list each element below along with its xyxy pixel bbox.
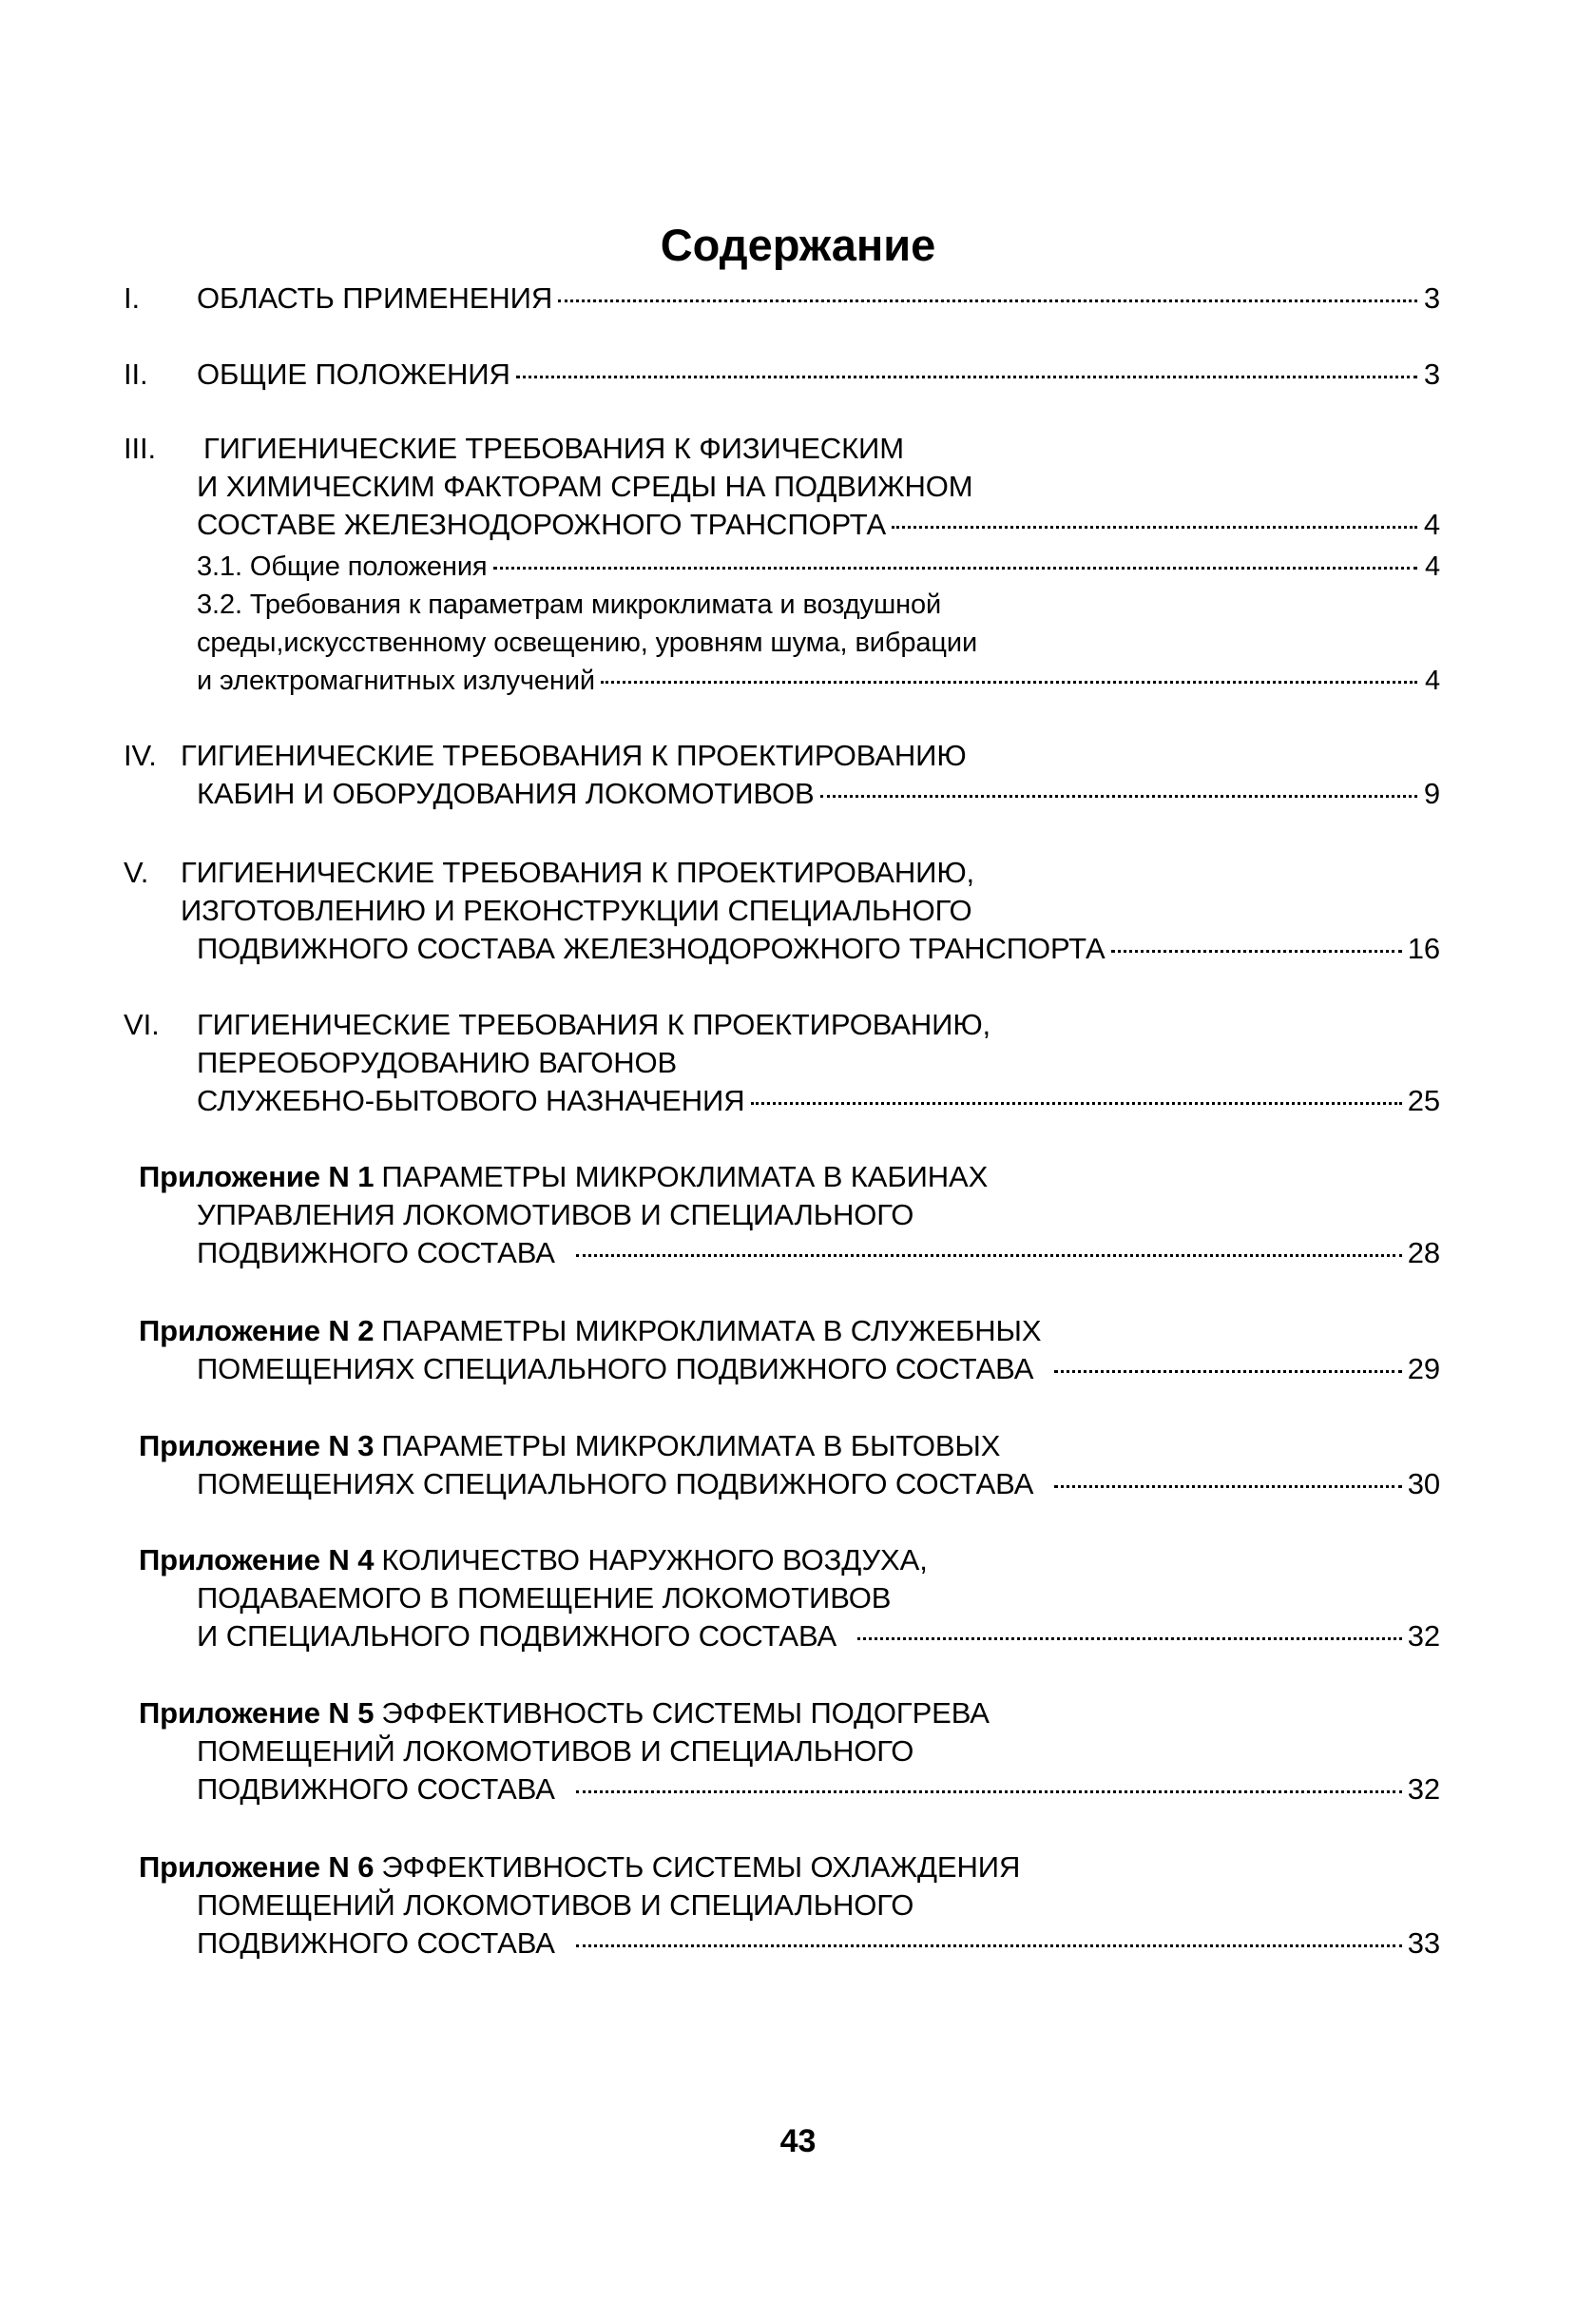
subsection-title: 3.2. Требования к параметрам микроклимата и воздушной bbox=[197, 590, 942, 620]
appendix-title-cont: ПОДВИЖНОГО СОСТАВА bbox=[197, 1926, 555, 1960]
leader-dots bbox=[493, 567, 1417, 570]
page-ref: 16 bbox=[1407, 932, 1440, 965]
section-title: ГИГИЕНИЧЕСКИЕ ТРЕБОВАНИЯ К ПРОЕКТИРОВАНИЮ bbox=[181, 739, 967, 772]
page-title: Содержание bbox=[660, 220, 936, 270]
leader-dots bbox=[820, 795, 1417, 798]
page-ref: 9 bbox=[1423, 777, 1440, 810]
page-ref: 33 bbox=[1407, 1926, 1440, 1960]
toc-subentry-3-1[interactable] bbox=[197, 548, 1440, 586]
toc-entry-6-cont bbox=[197, 1044, 677, 1082]
toc-entry-5[interactable] bbox=[124, 854, 974, 892]
toc-appendix-5-cont bbox=[197, 1732, 913, 1770]
toc-appendix-2[interactable] bbox=[139, 1312, 1041, 1350]
toc-entry-3[interactable] bbox=[124, 430, 904, 468]
appendix-title: ЭФФЕКТИВНОСТЬ СИСТЕМЫ ПОДОГРЕВА bbox=[381, 1696, 990, 1730]
toc-entry-4-cont[interactable] bbox=[197, 775, 1440, 813]
leader-dots bbox=[1054, 1370, 1401, 1373]
toc-appendix-4-cont bbox=[197, 1579, 891, 1617]
toc-appendix-4[interactable] bbox=[139, 1541, 928, 1579]
page-ref: 29 bbox=[1407, 1352, 1440, 1385]
toc-entry-3-cont bbox=[197, 468, 973, 506]
appendix-label: Приложение N 4 bbox=[139, 1543, 375, 1576]
appendix-title-cont: ПОДВИЖНОГО СОСТАВА bbox=[197, 1772, 555, 1806]
appendix-title: ПАРАМЕТРЫ МИКРОКЛИМАТА В БЫТОВЫХ bbox=[381, 1429, 1001, 1462]
page-ref: 4 bbox=[1423, 508, 1440, 541]
toc-appendix-6[interactable] bbox=[139, 1848, 1020, 1886]
leader-dots bbox=[892, 526, 1417, 529]
page-ref: 4 bbox=[1424, 551, 1440, 582]
section-title-cont: ПОДВИЖНОГО СОСТАВА ЖЕЛЕЗНОДОРОЖНОГО ТРАНСПОРТА bbox=[197, 932, 1106, 965]
appendix-title-cont: И СПЕЦИАЛЬНОГО ПОДВИЖНОГО СОСТАВА bbox=[197, 1619, 837, 1653]
section-title: ГИГИЕНИЧЕСКИЕ ТРЕБОВАНИЯ К ПРОЕКТИРОВАНИЮ, bbox=[197, 1008, 991, 1041]
section-number: III. bbox=[124, 432, 157, 465]
section-title-cont: ИЗГОТОВЛЕНИЮ И РЕКОНСТРУКЦИИ СПЕЦИАЛЬНОГО bbox=[181, 894, 972, 927]
toc-entry-6[interactable] bbox=[124, 1006, 990, 1044]
toc-appendix-3[interactable] bbox=[139, 1427, 1000, 1465]
toc-entry-2[interactable] bbox=[124, 356, 1440, 394]
appendix-title-cont: ПОМЕЩЕНИЯХ СПЕЦИАЛЬНОГО ПОДВИЖНОГО СОСТАВА bbox=[197, 1352, 1034, 1385]
section-title-cont: И ХИМИЧЕСКИМ ФАКТОРАМ СРЕДЫ НА ПОДВИЖНОМ bbox=[197, 470, 973, 503]
section-title-cont: ПЕРЕОБОРУДОВАНИЮ ВАГОНОВ bbox=[197, 1046, 678, 1079]
appendix-title: КОЛИЧЕСТВО НАРУЖНОГО ВОЗДУХА, bbox=[381, 1543, 928, 1576]
appendix-label: Приложение N 2 bbox=[139, 1314, 375, 1347]
toc-entry-4[interactable] bbox=[124, 737, 967, 775]
appendix-label: Приложение N 5 bbox=[139, 1696, 375, 1730]
leader-dots bbox=[857, 1637, 1402, 1640]
leader-dots bbox=[576, 1790, 1402, 1793]
appendix-title-cont: ПОДВИЖНОГО СОСТАВА bbox=[197, 1236, 555, 1269]
appendix-title: ПАРАМЕТРЫ МИКРОКЛИМАТА В КАБИНАХ bbox=[381, 1160, 989, 1193]
appendix-label: Приложение N 6 bbox=[139, 1850, 375, 1884]
appendix-title-cont: УПРАВЛЕНИЯ ЛОКОМОТИВОВ И СПЕЦИАЛЬНОГО bbox=[197, 1198, 914, 1231]
section-title-cont: СОСТАВЕ ЖЕЛЕЗНОДОРОЖНОГО ТРАНСПОРТА bbox=[197, 508, 887, 541]
toc-subentry-3-2-cont[interactable] bbox=[197, 662, 1440, 700]
leader-dots bbox=[558, 300, 1417, 302]
section-number: II. bbox=[124, 358, 148, 391]
section-title: ГИГИЕНИЧЕСКИЕ ТРЕБОВАНИЯ К ПРОЕКТИРОВАНИЮ, bbox=[181, 856, 975, 889]
leader-dots bbox=[516, 376, 1417, 378]
page-ref: 3 bbox=[1423, 358, 1440, 391]
page-ref: 4 bbox=[1424, 666, 1440, 696]
toc-appendix-5[interactable] bbox=[139, 1694, 990, 1732]
appendix-title: ПАРАМЕТРЫ МИКРОКЛИМАТА В СЛУЖЕБНЫХ bbox=[381, 1314, 1042, 1347]
page-ref: 3 bbox=[1423, 281, 1440, 315]
appendix-title-cont: ПОМЕЩЕНИЙ ЛОКОМОТИВОВ И СПЕЦИАЛЬНОГО bbox=[197, 1734, 914, 1768]
section-number: VI. bbox=[124, 1008, 160, 1041]
section-number: V. bbox=[124, 856, 149, 889]
toc-subentry-3-2-cont bbox=[197, 624, 977, 662]
appendix-title-cont: ПОМЕЩЕНИЯХ СПЕЦИАЛЬНОГО ПОДВИЖНОГО СОСТАВА bbox=[197, 1467, 1034, 1500]
toc-entry-6-cont[interactable] bbox=[197, 1082, 1440, 1120]
toc-entry-3-cont[interactable] bbox=[197, 506, 1440, 544]
toc-entry-1[interactable] bbox=[124, 280, 1440, 318]
toc-appendix-1-cont bbox=[197, 1196, 913, 1234]
toc-entry-5-cont[interactable] bbox=[197, 930, 1440, 968]
toc-appendix-6-cont bbox=[197, 1886, 913, 1924]
section-title: ГИГИЕНИЧЕСКИЕ ТРЕБОВАНИЯ К ФИЗИЧЕСКИМ bbox=[203, 432, 904, 465]
appendix-label: Приложение N 1 bbox=[139, 1160, 375, 1193]
page-ref: 30 bbox=[1407, 1467, 1440, 1500]
appendix-title-cont: ПОДАВАЕМОГО В ПОМЕЩЕНИЕ ЛОКОМОТИВОВ bbox=[197, 1581, 892, 1615]
leader-dots bbox=[1111, 950, 1402, 953]
leader-dots bbox=[1054, 1485, 1401, 1488]
appendix-title: ЭФФЕКТИВНОСТЬ СИСТЕМЫ ОХЛАЖДЕНИЯ bbox=[381, 1850, 1021, 1884]
leader-dots bbox=[751, 1102, 1402, 1105]
section-title-cont: КАБИН И ОБОРУДОВАНИЯ ЛОКОМОТИВОВ bbox=[197, 777, 815, 810]
section-number: IV. bbox=[124, 739, 157, 772]
toc-appendix-1[interactable] bbox=[139, 1158, 988, 1196]
section-title: ОБЛАСТЬ ПРИМЕНЕНИЯ bbox=[197, 281, 553, 315]
toc-appendix-1-cont[interactable] bbox=[197, 1234, 1440, 1272]
subsection-title-cont: и электромагнитных излучений bbox=[197, 666, 596, 696]
section-title-cont: СЛУЖЕБНО-БЫТОВОГО НАЗНАЧЕНИЯ bbox=[197, 1084, 745, 1117]
page-ref: 28 bbox=[1407, 1236, 1440, 1269]
leader-dots bbox=[601, 681, 1417, 684]
toc-appendix-5-cont[interactable] bbox=[197, 1770, 1440, 1808]
subsection-title-cont: среды,искусственному освещению, уровням шума, вибрации bbox=[197, 628, 978, 658]
toc-subentry-3-2[interactable] bbox=[197, 586, 941, 624]
toc-entry-5-cont bbox=[181, 892, 972, 930]
subsection-title: 3.1. Общие положения bbox=[197, 551, 488, 582]
toc-appendix-3-cont[interactable] bbox=[197, 1465, 1440, 1503]
leader-dots bbox=[576, 1944, 1402, 1947]
appendix-title-cont: ПОМЕЩЕНИЙ ЛОКОМОТИВОВ И СПЕЦИАЛЬНОГО bbox=[197, 1888, 914, 1922]
section-title: ОБЩИЕ ПОЛОЖЕНИЯ bbox=[197, 358, 510, 391]
page-ref: 32 bbox=[1407, 1772, 1440, 1806]
appendix-label: Приложение N 3 bbox=[139, 1429, 375, 1462]
leader-dots bbox=[576, 1254, 1402, 1257]
page-ref: 32 bbox=[1407, 1619, 1440, 1653]
page-ref: 25 bbox=[1407, 1084, 1440, 1117]
page-number: 43 bbox=[779, 2123, 817, 2159]
toc-appendix-4-cont[interactable] bbox=[197, 1617, 1440, 1655]
toc-appendix-6-cont[interactable] bbox=[197, 1924, 1440, 1963]
toc-appendix-2-cont[interactable] bbox=[197, 1350, 1440, 1388]
section-number: I. bbox=[124, 281, 141, 315]
